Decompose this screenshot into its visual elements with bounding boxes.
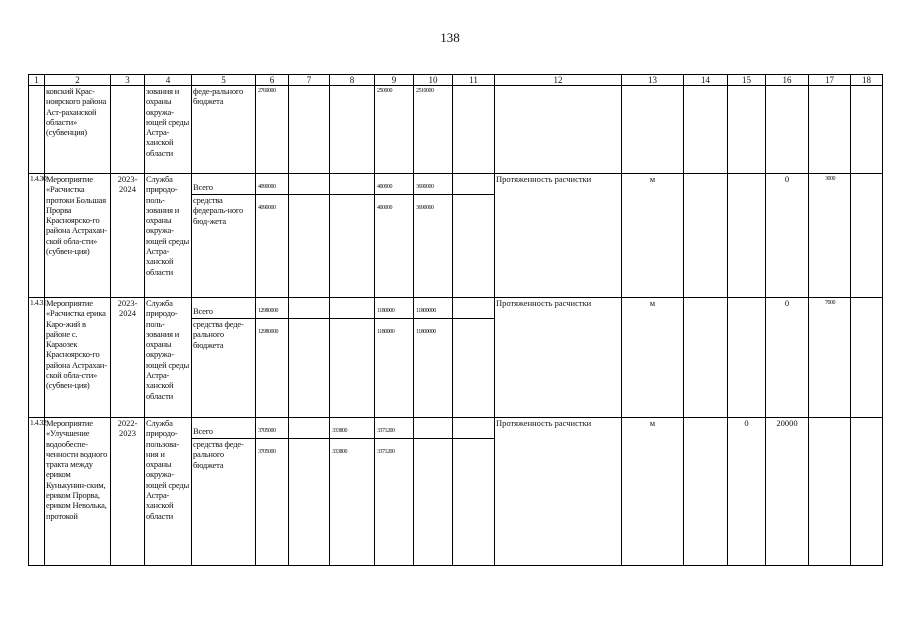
col-header: 8 — [330, 75, 375, 86]
col-header: 15 — [728, 75, 766, 86]
indicator: Протяженность расчистки — [495, 174, 622, 298]
amount-total: 400000 — [377, 184, 392, 190]
amount-total: 2760000 — [258, 88, 276, 94]
funding-source: средства феде-рального бюджета — [193, 319, 244, 350]
program-table — [28, 74, 883, 566]
col-header: 11 — [453, 75, 495, 86]
unit: м — [622, 174, 684, 298]
amount-total: 12980000 — [258, 308, 278, 314]
amount-year: 2510000 — [416, 88, 434, 94]
funding-cell — [192, 298, 256, 418]
table-row-continuation — [29, 86, 883, 174]
measure-name: Мероприятие «Расчистка ерика Каро-жий в районе с. Караозек Красноярско-го района Астрахан-ской обла-сти» (субвен-ция) — [45, 298, 111, 418]
col-header: 13 — [622, 75, 684, 86]
amount-year: 250000 — [377, 88, 392, 94]
total-label: Всего — [193, 182, 213, 192]
table-row — [29, 418, 883, 566]
amount-total: 333800 — [332, 428, 347, 434]
years: 2022-2023 — [111, 418, 145, 566]
amount-federal: 3371200 — [377, 449, 395, 455]
amount-cell — [256, 298, 289, 418]
value-16: 20000 — [766, 418, 809, 566]
funding-cell — [192, 174, 256, 298]
measure-name: ковский Крас-ноярского района Аст-раханской области» (субвенция) — [45, 86, 111, 174]
unit: м — [622, 418, 684, 566]
value-15 — [728, 174, 766, 298]
value-16: 0 — [766, 174, 809, 298]
amount-total: 3371200 — [377, 428, 395, 434]
item-number: 1.4.31 — [29, 298, 45, 418]
amount-total: 4090000 — [258, 184, 276, 190]
amount-federal: 3705000 — [258, 449, 276, 455]
col-header: 7 — [289, 75, 330, 86]
amount-federal: 12980000 — [258, 329, 278, 335]
table-row — [29, 298, 883, 418]
col-header: 17 — [809, 75, 851, 86]
col-header: 12 — [495, 75, 622, 86]
years: 2023-2024 — [111, 174, 145, 298]
col-header: 9 — [375, 75, 414, 86]
col-header: 14 — [684, 75, 728, 86]
column-number-row — [29, 75, 883, 86]
item-number: 1.4.32 — [29, 418, 45, 566]
col-header: 6 — [256, 75, 289, 86]
amount-federal: 11800000 — [416, 329, 436, 335]
col-header: 16 — [766, 75, 809, 86]
amount-federal: 1180000 — [377, 329, 395, 335]
value-17 — [809, 418, 851, 566]
col-header: 4 — [145, 75, 192, 86]
page-number: 138 — [440, 30, 460, 45]
amount-federal: 4090000 — [258, 205, 276, 211]
amount-total: 3705000 — [258, 428, 276, 434]
value-17: 3000 — [825, 176, 835, 182]
funding-source: средства федераль-ного бюд-жета — [193, 195, 244, 226]
executor: Служба природо-поль-зования и охраны окружа-ющей среды Астра-ханской области — [145, 298, 192, 418]
executor: зования и охраны окружа-ющей среды Астра-ханской области — [145, 86, 192, 174]
col-header: 2 — [45, 75, 111, 86]
indicator: Протяженность расчистки — [495, 298, 622, 418]
amount-cell — [256, 174, 289, 298]
value-17: 7000 — [825, 300, 835, 306]
amount-federal: 400000 — [377, 205, 392, 211]
col-header: 3 — [111, 75, 145, 86]
col-header: 5 — [192, 75, 256, 86]
total-label: Всего — [193, 426, 213, 436]
funding-source: средства феде-рального бюджета — [193, 439, 244, 470]
indicator: Протяженность расчистки — [495, 418, 622, 566]
amount-federal: 333800 — [332, 449, 347, 455]
executor: Служба природо-поль-зования и охраны окружа-ющей среды Астра-ханской области — [145, 174, 192, 298]
value-15 — [728, 298, 766, 418]
value-16: 0 — [766, 298, 809, 418]
col-header: 18 — [851, 75, 883, 86]
value-15: 0 — [728, 418, 766, 566]
item-number: 1.4.30 — [29, 174, 45, 298]
measure-name: Мероприятие «Улучшение водообеспе-ченности водного тракта между ериком Кунькунин-ским, ериком Прорва, ериком Неволька, протокой — [45, 418, 111, 566]
measure-name: Мероприятие «Расчистка протоки Большая Прорва Красноярско-го района Астрахан-ской обла-сти» (субвен-ция) — [45, 174, 111, 298]
col-header: 1 — [29, 75, 45, 86]
executor: Служба природо-пользова-ния и охраны окружа-ющей среды Астра-ханской области — [145, 418, 192, 566]
col-header: 10 — [414, 75, 453, 86]
amount-total: 11800000 — [416, 308, 436, 314]
amount-cell — [256, 418, 289, 566]
funding-cell — [192, 418, 256, 566]
unit: м — [622, 298, 684, 418]
years: 2023-2024 — [111, 298, 145, 418]
amount-total: 3690000 — [416, 184, 434, 190]
funding-source: феде-рального бюджета — [192, 86, 256, 174]
table-row — [29, 174, 883, 298]
amount-federal: 3690000 — [416, 205, 434, 211]
amount-total: 1180000 — [377, 308, 395, 314]
total-label: Всего — [193, 306, 213, 316]
